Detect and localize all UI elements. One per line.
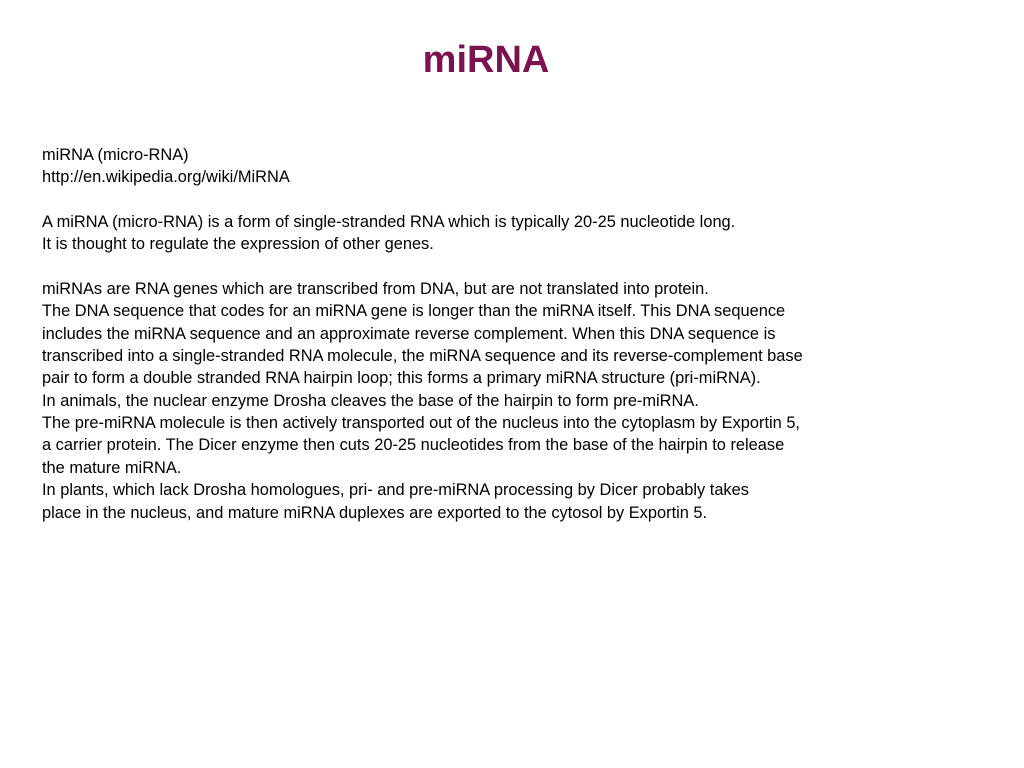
- paragraph-spacer: [42, 189, 942, 211]
- slide-body: [42, 144, 942, 524]
- detail-line: place in the nucleus, and mature miRNA duplexes are exported to the cytosol by Exportin 5.: [42, 503, 708, 522]
- detail-line: a carrier protein. The Dicer enzyme then cuts 20-25 nucleotides from the base of the hairpin to release: [42, 436, 785, 455]
- detail-line: transcribed into a single-stranded RNA molecule, the miRNA sequence and its reverse-complement base: [42, 347, 803, 366]
- source-name: miRNA (micro-RNA): [42, 146, 189, 164]
- intro-line: A miRNA (micro-RNA) is a form of single-stranded RNA which is typically 20-25 nucleotide long.: [42, 213, 736, 232]
- slide-title: miRNA: [422, 39, 550, 81]
- source-link[interactable]: http://en.wikipedia.org/wiki/MiRNA: [42, 168, 290, 187]
- detail-line: the mature miRNA.: [42, 458, 182, 477]
- detail-line: In animals, the nuclear enzyme Drosha cleaves the base of the hairpin to form pre-miRNA.: [42, 391, 699, 410]
- detail-line: includes the miRNA sequence and an approximate reverse complement. When this DNA sequence is: [42, 324, 776, 343]
- detail-line: The DNA sequence that codes for an miRNA gene is longer than the miRNA itself. This DNA sequence: [42, 302, 786, 321]
- intro-line: It is thought to regulate the expression of other genes.: [42, 235, 434, 254]
- detail-line: miRNAs are RNA genes which are transcribed from DNA, but are not translated into protein.: [42, 280, 709, 299]
- detail-line: pair to form a double stranded RNA hairpin loop; this forms a primary miRNA structure (pri-miRNA).: [42, 369, 761, 388]
- detail-line: In plants, which lack Drosha homologues, pri- and pre-miRNA processing by Dicer probably takes: [42, 481, 749, 500]
- detail-line: The pre-miRNA molecule is then actively transported out of the nucleus into the cytoplasm by Exportin 5,: [42, 414, 800, 433]
- paragraph-spacer: [42, 256, 942, 278]
